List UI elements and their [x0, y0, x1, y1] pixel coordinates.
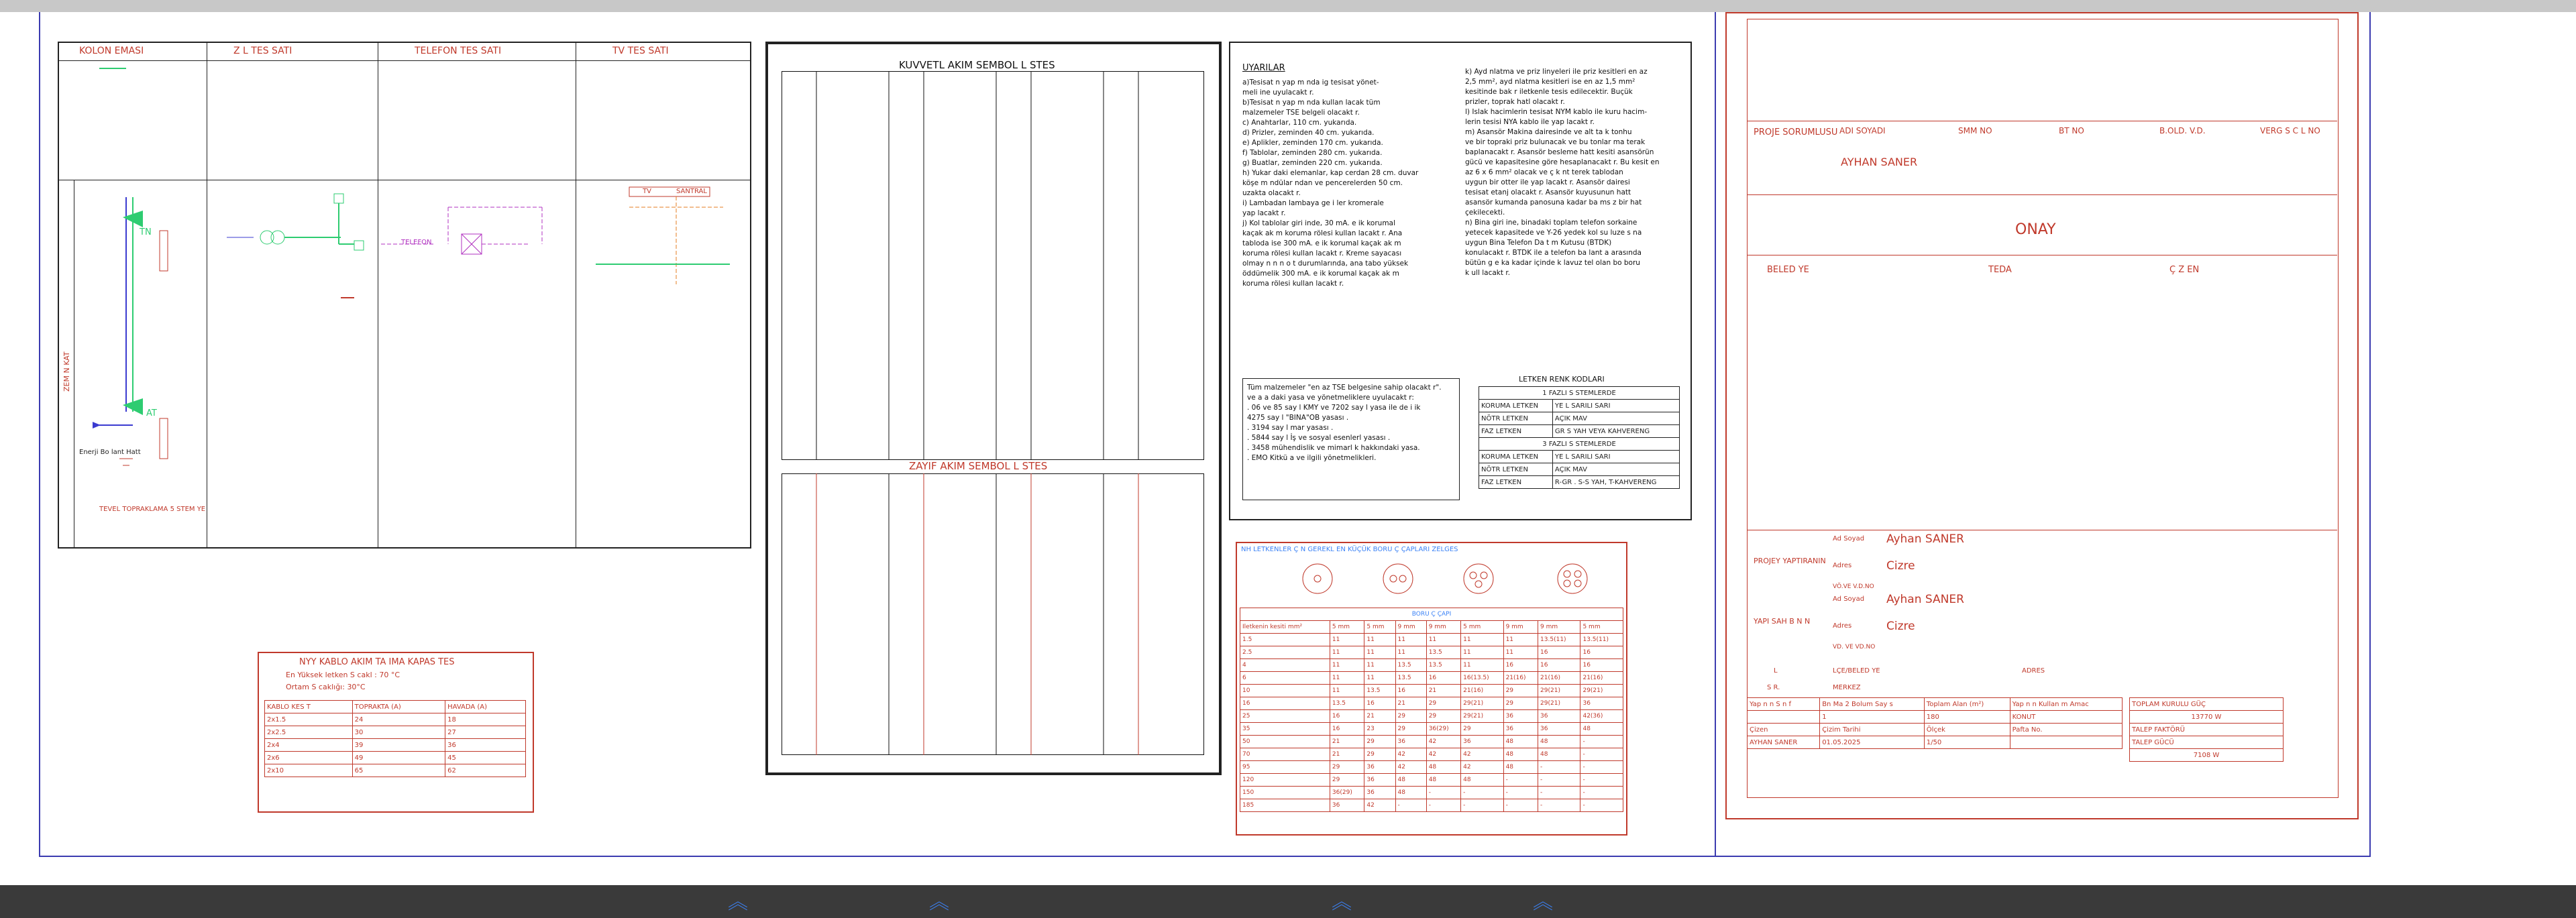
tb-col-4: VERG S C L NO: [2260, 126, 2320, 135]
kolon-schematic-drawing: [59, 43, 750, 547]
proje-yaptiran-label: PROJEY YAPTIRANIN: [1754, 557, 1826, 565]
frame-border-mid: [1715, 12, 1716, 857]
boru-title: NH LETKENLER Ç N GEREKL EN KÜÇÜK BORU Ç ÇAPLARI ZELGES: [1241, 546, 1458, 553]
merkez-label: MERKEZ: [1833, 684, 1861, 691]
adres-h-label: ADRES: [2022, 667, 2045, 675]
kolon-header-1: Z L TES SATI: [233, 46, 292, 56]
cizen-label: Ç Z EN: [2169, 265, 2200, 275]
adsoyad-label-2: Ad Soyad: [1833, 595, 1865, 603]
kuvvetli-akim-panel: [765, 42, 1222, 775]
nyy-table: KABLO KES T TOPRAKTA (A) HAVADA (A) 2x1.5 24 18 2x2.5 30 27 2x4 39 36 2x6 49 45 2x10 65 62: [264, 700, 526, 777]
vergi-label-1: VÖ.VE V.D.NO: [1833, 583, 1874, 590]
onay-label: ONAY: [2015, 221, 2056, 238]
uyarilar-left-notes: a)Tesisat n yap m nda ig tesisat yönet- meli ine uyulacakt r. b)Tesisat n yap m nda kullan lacak tüm malzemeler TSE belgeli olacakt r. c) Anahtarlar, 110 cm. yukarıda. d) Prizler, zeminden 40 cm. yukarıda. e) Aplikler, zeminden 170 cm. yukarıda. f) Tablolar, zeminden 280 cm. yukarıda. g) Buatlar, zeminden 220 cm. yukarıda. h) Yukar daki elemanlar, kap cerdan 28 cm. duvar köşe m ndülar ndan ve pencerelerden 50 cm. uzakta olacakt r. i) Lambadan lambaya ge i ler kromerale yap lacakt r. j) Kol tablolar giri inde, 30 mA. e ik korumal kaçak ak m koruma rölesi kullan lacakt r. Ana tabloda ise 300 mA. e ik korumal kaçak ak m koruma rölesi kullan lacakt r. Kreme sayacası olmay n n n o t durumlarında, ana tabo yüksek öddümelik 300 mA. e ik korumal kaçak ak m koruma rölesi kullan lacakt r.: [1242, 78, 1419, 288]
owner-addr-1: Cizre: [1886, 559, 1915, 573]
kuvvetli-symbol-table: [782, 71, 1204, 460]
proje-sorumlusu-label: PROJE SORUMLUSU: [1754, 127, 1838, 137]
uyarilar-title: UYARILAR: [1242, 63, 1285, 73]
uyarilar-panel: [1229, 42, 1692, 520]
nyy-title: NYY KABLO AKIM TA IMA KAPAS TES: [299, 657, 455, 667]
nyy-kablo-panel: [258, 652, 534, 813]
kolon-telefon-label: TELEFON: [401, 239, 432, 246]
owner-addr-2: Cizre: [1886, 620, 1915, 633]
ilce-label: LÇE/BELED YE: [1833, 667, 1880, 675]
title-block-panel: [1725, 12, 2359, 819]
kolon-santral-label: SANTRAL: [676, 188, 707, 195]
uyarilar-right-notes: k) Ayd nlatma ve priz linyeleri ile priz kesitleri en az 2,5 mm², ayd nlatma kesitleri ise en az 1,5 mm² kesitinde bak r iletkenle tesis edilecektir. Buçük prizler, toprak hatl olacakt r. l) Islak hacimlerin tesisat NYM kablo ile kuru hacim- lerin tesisi NYA kablo ile yap lacakt r. m) Asansör Makina dairesinde ve alt ta k tonhu ve bir topraki priz bulunacak ve bu tonlar ma terak baplanacakt r. Asansör besleme hatt kesiti asansörün gücü ve kapasitesine göre hesaplanacakt r. Bu kesit en az 6 x 6 mm² olacak ve ç k nt terek tablodan uygun bir otter ile yap lacakt r. Asansör dairesi tesisat etanj olacakt r. Asansör kuyusunun hatt asansör kumanda panosuna kadar ba ms z bir hat çekilecekti. n) Bina giri ine, binadaki toplam telefon sorkaine yetecek kapasitede ve Y-26 yedek kol su luze s na uygun Bina Telefon Da t m Kutusu (BTDK) konulacakt r. BTDK ile a telefon ba lant a arasında bütün g e ka kadar içinde k lavuz tel olan bo boru k ull lacakt r.: [1465, 68, 1660, 277]
boru-cap-panel: [1236, 542, 1627, 836]
owner-name-2: Ayhan SANER: [1886, 593, 1964, 606]
chevron-up-icon[interactable]: ︽: [728, 891, 748, 913]
nyy-sub1: En Yüksek letken S cakl : 70 °C: [286, 671, 400, 679]
boru-table: BORU Ç ÇAPI Iletkenin kesiti mm² 5 mm 5 mm 9 mm 9 mm 5 mm 9 mm 9 mm 5 mm 1.5 11 11 11 11 11 11 13.5(11) 13.5(11) 2.5 11 11 11 13.5 11 11 16 16 4 11 11 13.5 13.5 11 16 16 16 6 11 11 13.5 16 16(13.5) 21(16) 21(16) 21(16) 10 11 13.5 16 21 21(16) 29 29(21) 29(21) 16 13.5 16 21 29 29(21) 29 29(21) 36 25 16 21 29 29 29(21) 36 36 42(36) 35 16 23 29 36(29) 29 36 36 48 50 21 29 36 42 36 48 48 - 70 21 29 42 42 42 48 48 - 95 29 36 42 48 42 48 - - 120 29 36 48 48 48 - - - 150 36(29) 36 48 - - - - - 185 36 42 - - - - - -: [1240, 608, 1623, 812]
tse-box: Tüm malzemeler "en az TSE belgesine sahip olacakt r". ve a a daki yasa ve yönetmeliklere uyulacakt r: . 06 ve 85 say l KMY ve 7202 say l yasa ile de i ik 4275 say l "BINA"OB yasası . . 3194 say l mar yasası . . 5844 say l İş ve sosyal esenlerl yasası . . 3458 mühendislik ve mimarl k hakkındaki yasa. . EMO Kitkü a ve ilgili yönetmelikleri.: [1242, 378, 1460, 500]
adres-label-1: Adres: [1833, 562, 1852, 569]
renk-table: 1 FAZLI S STEMLERDE KORUMA LETKEN YE L SARILI SARI NÖTR LETKEN AÇIK MAV FAZ LETKEN GR S YAH VEYA KAHVERENG 3 FAZLI S STEMLERDE KORUMA LETKEN YE L SARILI SARI NÖTR LETKEN AÇIK MAV FAZ LETKEN R-GR . S-S YAH, T-KAHVERENG: [1479, 386, 1680, 489]
kolon-header-3: TV TES SATI: [612, 46, 669, 56]
frame-border-bottom: [39, 856, 2371, 857]
kolon-tn1-label: TN: [140, 227, 152, 237]
zayif-title: ZAYIF AKIM SEMBOL L STES: [909, 460, 1048, 472]
tb-col-0: ADI SOYADI: [1839, 126, 1886, 135]
kolon-at-label: AT: [146, 408, 157, 418]
teda-label: TEDA: [1988, 265, 2012, 275]
kolon-header-2: TELEFON TES SATI: [415, 46, 502, 56]
kolon-enerji-label: Enerji Bo lant Hatt: [79, 449, 141, 456]
chevron-up-icon[interactable]: ︽: [929, 891, 949, 913]
kolon-semasi-panel: [58, 42, 751, 549]
vergi-label-2: VD. VE VD.NO: [1833, 644, 1876, 650]
yapi-sahibi-label: YAPI SAH B N N: [1754, 617, 1811, 626]
frame-border-left: [39, 12, 40, 857]
chevron-up-icon[interactable]: ︽: [1332, 891, 1352, 913]
tb-col-2: BT NO: [2059, 126, 2084, 135]
yapi-info-table: Yap n n S n f Bn Ma 2 Bolum Say s Toplam Alan (m²) Yap n n Kullan m Amac 1 180 KONUT Çizen Çizim Tarihi Ölçek Pafta No. AYHAN SANER 01.05.2025 1/50: [1747, 697, 2123, 749]
frame-border-right: [2369, 12, 2371, 857]
top-toolbar: [0, 0, 2576, 12]
sira-label: S R.: [1767, 684, 1780, 691]
kuvvetli-title: KUVVETL AKIM SEMBOL L STES: [899, 59, 1055, 71]
drawing-canvas[interactable]: [0, 12, 2576, 885]
chevron-up-icon[interactable]: ︽: [1533, 891, 1553, 913]
kolon-ground-label: TEVEL TOPRAKLAMA 5 STEM YE: [99, 506, 206, 513]
kolon-tv-label: TV: [643, 188, 651, 195]
tb-name: AYHAN SANER: [1841, 156, 1918, 168]
owner-name-1: Ayhan SANER: [1886, 532, 1964, 546]
guc-table: TOPLAM KURULU GÜÇ 13770 W TALEP FAKTÖRÜ TALEP GÜCÜ 7108 W: [2129, 697, 2284, 762]
il-label: L: [1774, 667, 1778, 675]
nyy-sub2: Ortam S caklığı: 30°C: [286, 683, 366, 691]
tb-col-3: B.OLD. V.D.: [2159, 126, 2206, 135]
belediye-label: BELED YE: [1767, 265, 1809, 275]
boru-circle-icons: [1237, 555, 1626, 602]
tb-col-1: SMM NO: [1958, 126, 1992, 135]
renk-title: LETKEN RENK KODLARI: [1519, 375, 1605, 384]
adres-label-2: Adres: [1833, 622, 1852, 630]
zayif-symbol-table: [782, 473, 1204, 755]
adsoyad-label-1: Ad Soyad: [1833, 535, 1865, 542]
kolon-zemin-label: ZEM N KAT: [62, 351, 71, 392]
kolon-header-0: KOLON EMASI: [79, 46, 144, 56]
bottom-status-bar: [0, 885, 2576, 918]
